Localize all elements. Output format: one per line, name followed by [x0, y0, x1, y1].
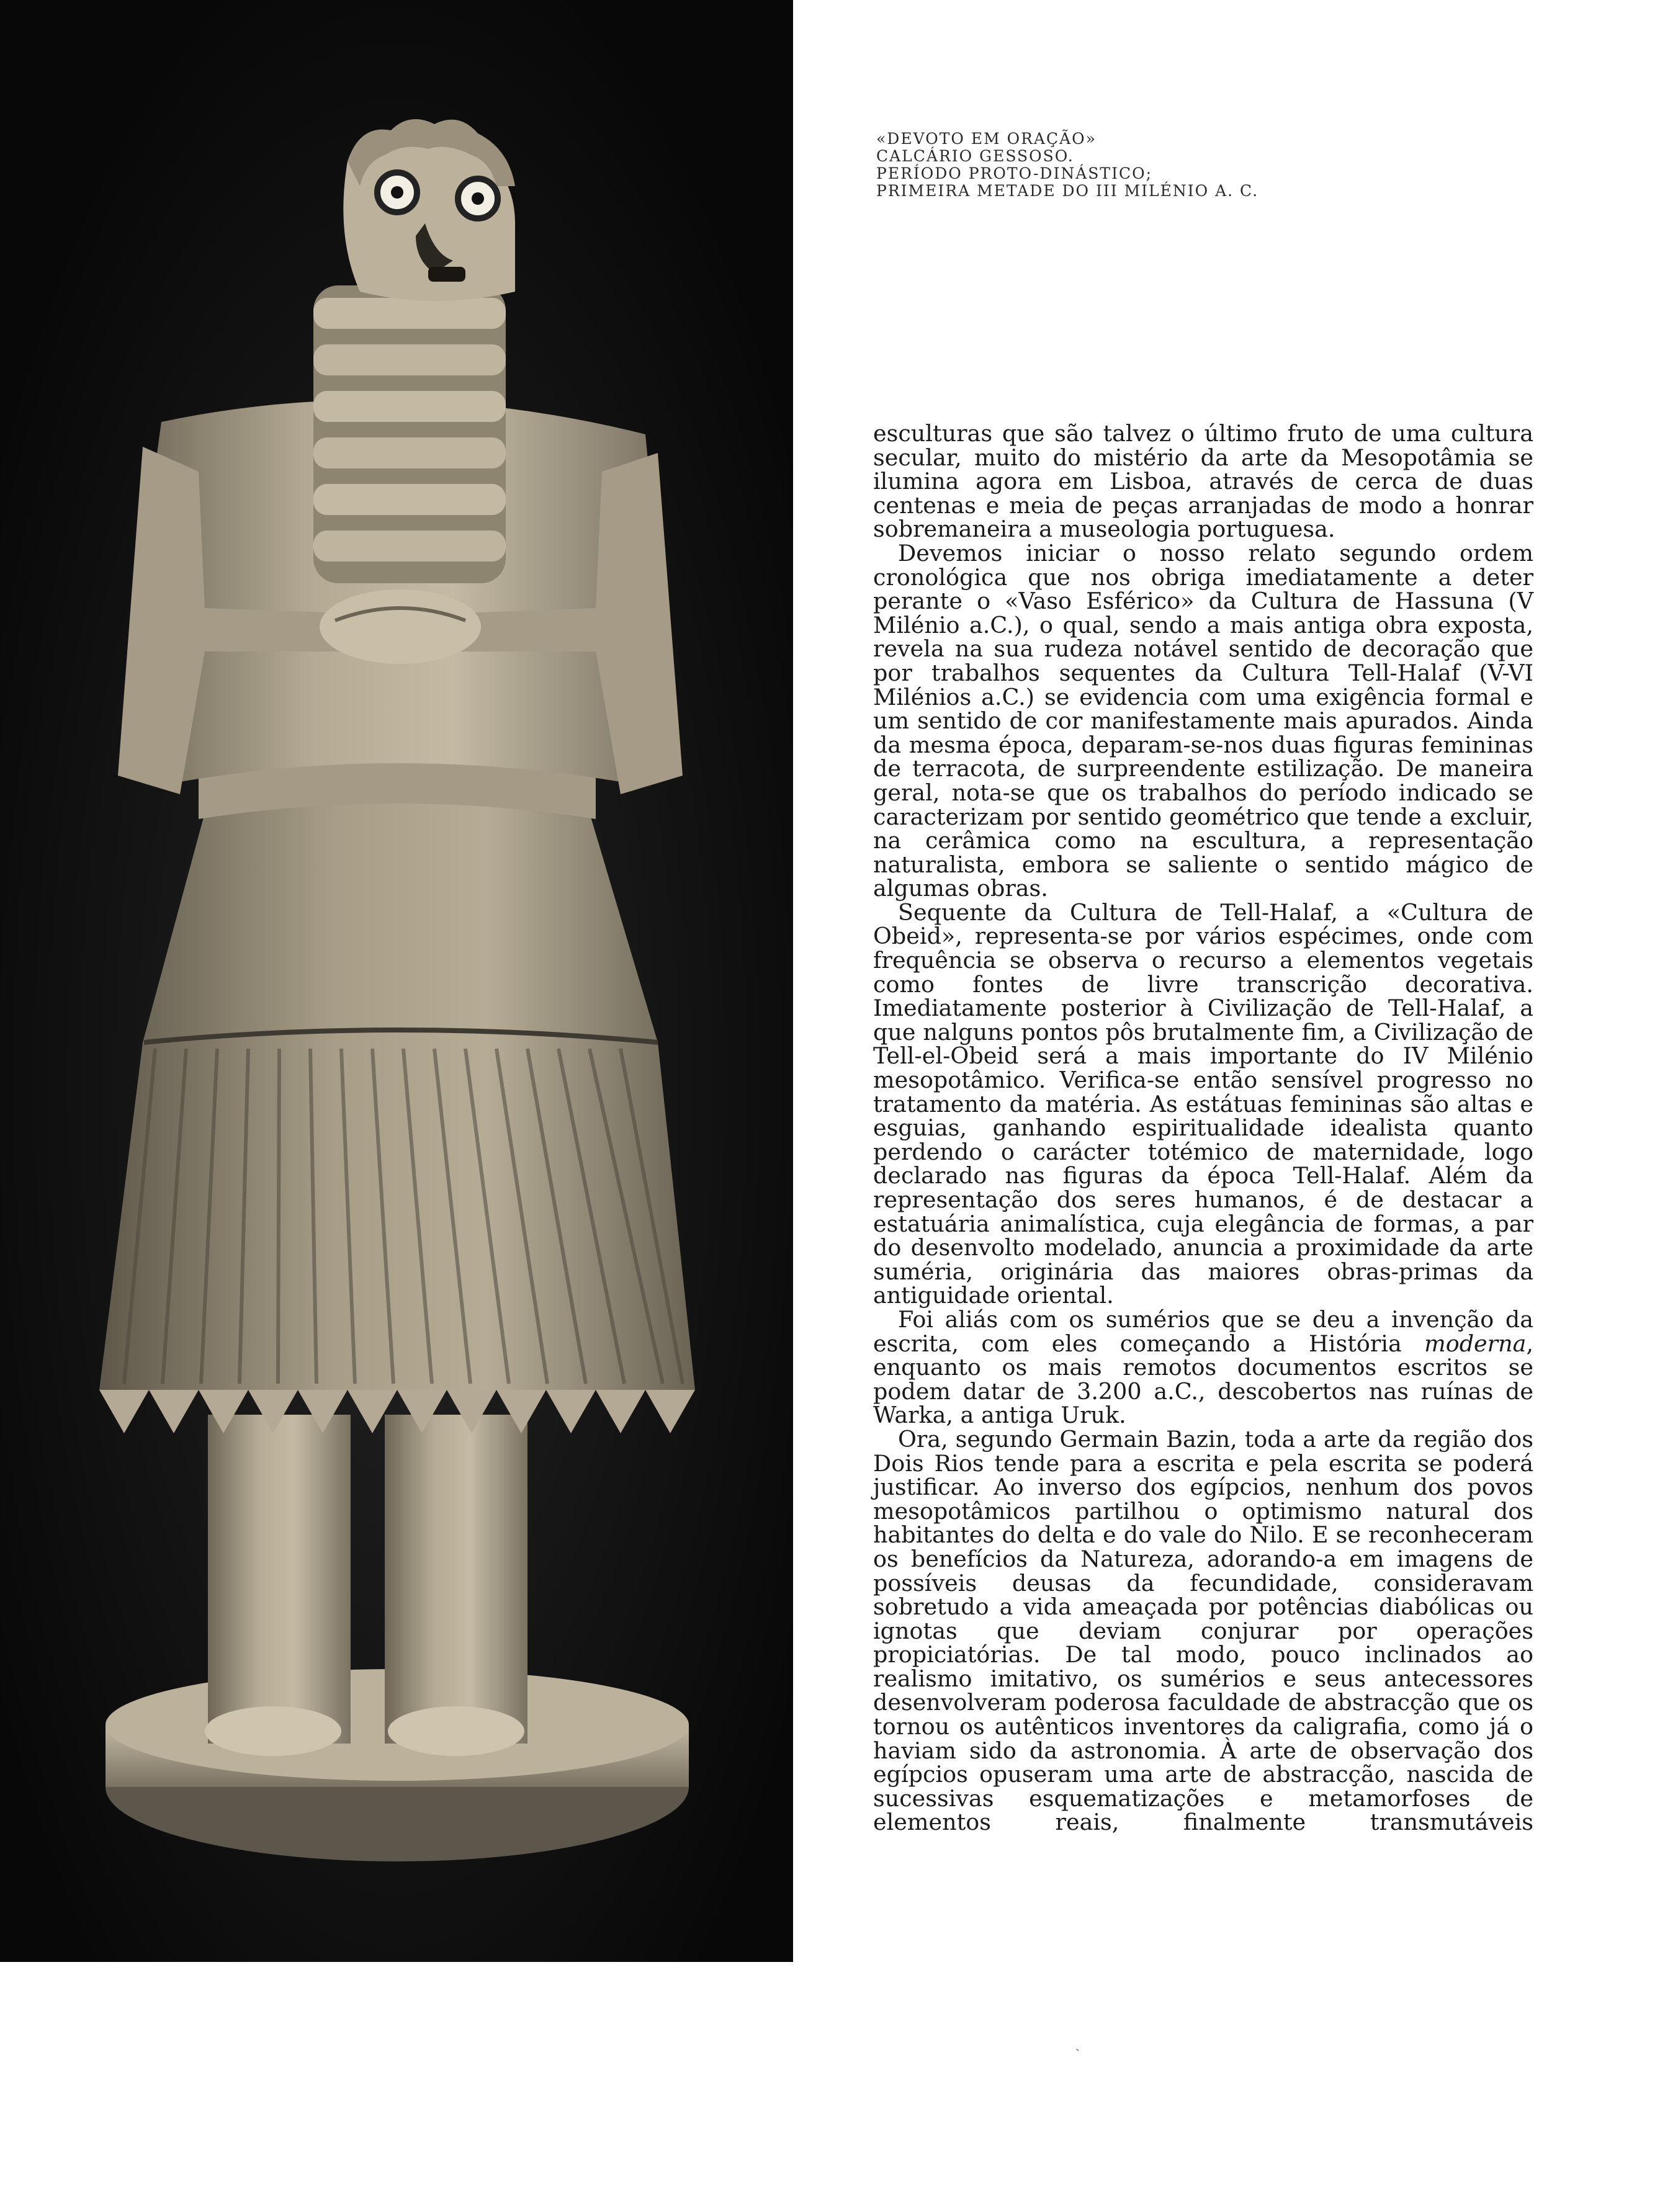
- article-paragraph: Sequente da Cultura de Tell-Halaf, a «Cultura de Obeid», representa-se por vários espécimes, onde com frequência se observa o recurso a elementos vegetais como fontes de livre transcrição decorativa. Imediatamente posterior à Civilização de Tell-Halaf, a que nalguns pontos pôs brutalmente fim, a Civilização de Tell-el-Obeid será a mais importante do IV Milénio mesopotâmico. Verifica-se então sensível progresso no tratamento da matéria. As estátuas femininas são altas e esguias, ganhando espiritualidade idealista quanto perdendo o carácter totémico de maternidade, logo declarado nas figuras da época Tell-Halaf. Além da representação dos seres humanos, é de destacar a estatuária animalística, cuja elegância de formas, a par do desenvolto modelado, anuncia a proximidade da arte suméria, originária das maiores obras-primas da antiguidade oriental.: [873, 898, 1533, 1309]
- article-body: [873, 422, 1533, 1835]
- caption-line: PRIMEIRA METADE DO III MILÉNIO A. C.: [876, 182, 1259, 200]
- caption-line: «DEVOTO EM ORAÇÃO»: [876, 130, 1097, 148]
- paragraph-text: , enquanto os mais remotos documentos escritos se podem datar de 3.200 a.C., descobertos nas ruínas de Warka, a antiga Uruk.: [873, 1330, 1533, 1429]
- stray-ink-mark: ˎ: [1075, 2036, 1080, 2051]
- statue-left-foot: [205, 1706, 341, 1756]
- statue-left-leg: [208, 1415, 351, 1744]
- statue-clasped-hands: [320, 589, 481, 664]
- statue-illustration: [0, 0, 793, 1962]
- article-paragraph: esculturas que são talvez o último fruto de uma cultura secular, muito do mistério da arte da Mesopotâmia se ilumina agora em Lisboa, através de cerca de duas centenas e meia de peças arranjadas de modo a honrar sobremaneira a museologia portuguesa.: [873, 420, 1533, 543]
- statue-right-foot: [388, 1706, 524, 1756]
- article-paragraph: Ora, segundo Germain Bazin, toda a arte da região dos Dois Rios tende para a escrita e pela escrita se poderá justificar. Ao inverso dos egípcios, nenhum dos povos mesopotâmicos partilhou o optimismo natural dos habitantes do delta e do vale do Nilo. E se reconheceram os benefícios da Natureza, adorando-a em imagens de possíveis deusas da fecundidade, consideravam sobretudo a vida ameaçada por potências diabólicas ou ignotas que deviam conjurar por operações propiciatórias. De tal modo, pouco inclinados ao realismo imitativo, os sumérios e seus antecessores desenvolveram poderosa faculdade de abstracção que os tornou os autênticos inventores da caligrafia, como já o haviam sido da astronomia. À arte de observação dos egípcios opuseram uma arte de abstracção, nascida de sucessivas esquematizações e metamorfoses de elementos reais, finalmente transmutáveis: [873, 1425, 1533, 1836]
- photo-caption: [876, 130, 1497, 200]
- emphasis-word: moderna: [1424, 1330, 1527, 1357]
- article-paragraph: Devemos iniciar o nosso relato segundo ordem cronológica que nos obriga imediatamente a deter perante o «Vaso Esférico» da Cultura de Hassuna (V Milénio a.C.), o qual, sendo a mais antiga obra exposta, revela na sua rudeza notável sentido de decoração que por trabalhos sequentes da Cultura Tell-Halaf (V-VI Milénios a.C.) se evidencia com uma exigência formal e um sentido de cor manifestamente mais apurados. Ainda da mesma época, deparam-se-nos duas figuras femininas de terracota, de surpreendente estilização. De maneira geral, nota-se que os trabalhos do período indicado se caracterizam por sentido geométrico que tende a excluir, na cerâmica como na escultura, a representação naturalista, embora se saliente o sentido mágico de algumas obras.: [873, 539, 1533, 902]
- statue-beard: [313, 285, 506, 583]
- statue-photo: [0, 0, 793, 1962]
- caption-line: PERÍODO PROTO-DINÁSTICO;: [876, 164, 1152, 182]
- statue-head: [343, 119, 515, 301]
- statue-skirt: [99, 794, 695, 1390]
- article-paragraph: [873, 1305, 1533, 1429]
- paragraph-text: Foi aliás com os sumérios que se deu a invenção da escrita, com eles começando a História: [873, 1305, 1533, 1357]
- statue-right-leg: [385, 1415, 527, 1744]
- caption-line: CALCÁRIO GESSOSO.: [876, 147, 1074, 165]
